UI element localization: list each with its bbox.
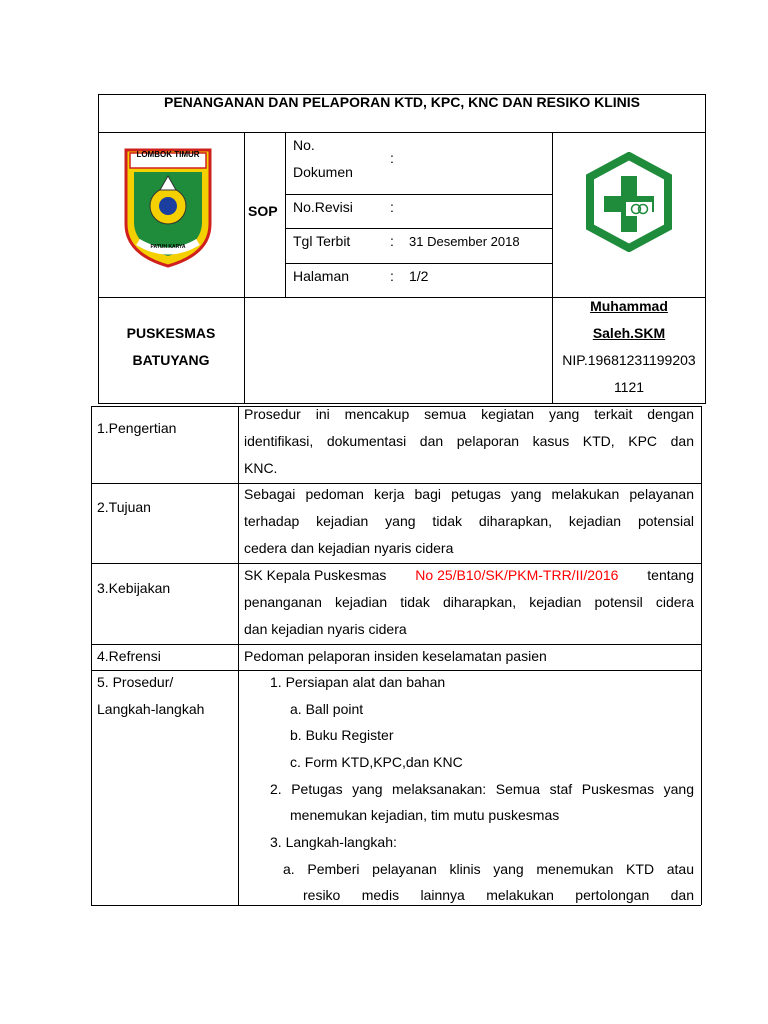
prosedur-item3a-line2: resiko medis lainnya melakukan pertolongan dan	[303, 887, 694, 903]
emblem-bottom-text: PATUH KARYA	[150, 244, 186, 250]
no-dokumen-colon: :	[390, 150, 394, 166]
kebijakan-line1	[244, 562, 694, 589]
pengertian-line2: identifikasi, dokumentasi dan pelaporan kasus KTD, KPC dan	[244, 433, 694, 449]
prosedur-item2-line1: 2. Petugas yang melaksanakan: Semua staf Puskesmas yang	[270, 781, 694, 797]
referensi-line1: Pedoman pelaporan insiden keselamatan pasien	[244, 648, 547, 664]
divider	[238, 406, 239, 905]
puskesmas-name-line2: BATUYANG	[132, 352, 210, 368]
section-label-kebijakan: 3.Kebijakan	[97, 580, 171, 596]
prosedur-item2-line2: menemukan kejadian, tim mutu puskesmas	[290, 807, 560, 823]
prosedur-item3a-line1: a. Pemberi pelayanan klinis yang menemukan KTD atau	[283, 861, 694, 877]
pengertian-line3: KNC.	[244, 460, 278, 476]
kebijakan-sk-number: No 25/B10/SK/PKM-TRR/II/2016	[415, 567, 619, 583]
kebijakan-line1-pre: SK Kepala Puskesmas	[244, 567, 391, 583]
kebijakan-line1-post: tentang	[643, 567, 694, 583]
no-revisi-colon: :	[390, 199, 394, 215]
tujuan-line3: cedera dan kejadian nyaris cidera	[244, 540, 454, 556]
prosedur-item1: 1. Persiapan alat dan bahan	[270, 674, 446, 690]
no-dokumen-label-1: No.	[293, 137, 315, 153]
divider	[701, 406, 702, 905]
divider	[244, 132, 245, 404]
kebijakan-line3: dan kejadian nyaris cidera	[244, 621, 407, 637]
signer-nip-line1: NIP.19681231199203	[562, 352, 696, 368]
halaman-value: 1/2	[409, 268, 429, 284]
tgl-terbit-label: Tgl Terbit	[293, 233, 351, 249]
prosedur-item1c: c. Form KTD,KPC,dan KNC	[290, 754, 463, 770]
kebijakan-line2: penanganan kejadian tidak diharapkan, kejadian potensil cidera	[244, 594, 694, 610]
divider	[98, 132, 706, 133]
puskesmas-name-line1: PUSKESMAS	[126, 325, 216, 341]
section-label-pengertian: 1.Pengertian	[97, 420, 177, 436]
divider	[285, 132, 286, 297]
sop-label: SOP	[248, 203, 278, 219]
prosedur-item3: 3. Langkah-langkah:	[270, 834, 397, 850]
section-label-prosedur-1: 5. Prosedur/	[97, 674, 174, 690]
signer-name-line1: Muhammad	[590, 298, 668, 314]
halaman-colon: :	[390, 268, 394, 284]
puskesmas-logo-icon	[582, 152, 676, 252]
signer-name-line2: Saleh.SKM	[592, 325, 666, 341]
section-label-tujuan: 2.Tujuan	[97, 499, 151, 515]
emblem-top-text: LOMBOK TIMUR	[136, 150, 200, 159]
tujuan-line1: Sebagai pedoman kerja bagi petugas yang melakukan pelayanan	[244, 486, 694, 502]
document-title: PENANGANAN DAN PELAPORAN KTD, KPC, KNC DAN RESIKO KLINIS	[163, 94, 641, 110]
section-label-referensi: 4.Refrensi	[97, 648, 161, 664]
tujuan-line2: terhadap kejadian yang tidak diharapkan, kejadian potensial	[244, 513, 694, 529]
tgl-terbit-colon: :	[390, 233, 394, 249]
prosedur-item1b: b. Buku Register	[290, 727, 394, 743]
section-label-prosedur-2: Langkah-langkah	[97, 701, 205, 717]
divider	[91, 406, 92, 905]
prosedur-item1a: a. Ball point	[290, 701, 364, 717]
pengertian-line1: Prosedur ini mencakup semua kegiatan yang terkait dengan	[244, 406, 694, 422]
no-dokumen-label-2: Dokumen	[293, 164, 353, 180]
tgl-terbit-value: 31 Desember 2018	[409, 234, 520, 249]
halaman-label: Halaman	[293, 268, 350, 284]
signer-nip-line2: 1121	[613, 379, 645, 395]
no-revisi-label: No.Revisi	[293, 199, 353, 215]
